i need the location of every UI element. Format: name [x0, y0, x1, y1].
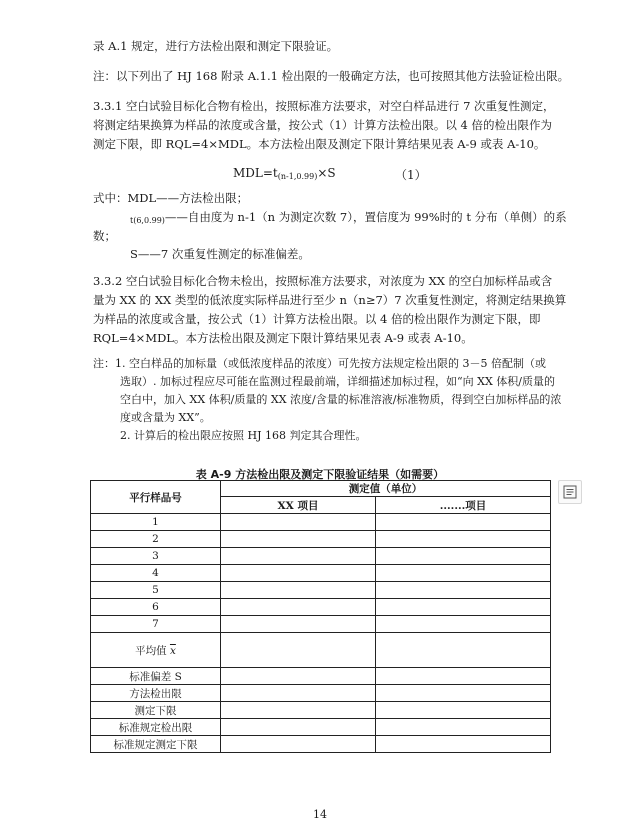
table-cell [221, 702, 376, 719]
row-label: 2 [91, 531, 221, 548]
note2-line: 注：1. 空白样品的加标量（或低浓度样品的浓度）可先按方法规定检出限的 3－5 倍配制（或 [93, 357, 546, 370]
section-3-3-2-line: 为样品的浓度或含量，按公式（1）计算方法检出限。以 4 倍的检出限作为测定下限，即 [93, 312, 541, 326]
table-cell [221, 616, 376, 633]
table-cell [221, 599, 376, 616]
formula-lhs: MDL=t [233, 166, 278, 180]
table-caption: 表 A-9 方法检出限及测定下限验证结果（如需要） [195, 468, 445, 481]
note2-line: 2. 计算后的检出限应按照 HJ 168 判定其合理性。 [120, 429, 367, 442]
formula-rhs: ×S [317, 166, 336, 180]
section-3-3-1-line: 将测定结果换算为样品的浓度或含量，按公式（1）计算方法检出限。以 4 倍的检出限作为 [93, 118, 552, 132]
where-mdl: 式中：MDL——方法检出限； [93, 191, 249, 205]
section-3-3-1-line: 测定下限，即 RQL=4×MDL。本方法检出限及测定下限计算结果见表 A-9 或表 A-10。 [93, 137, 546, 151]
row-label: 3 [91, 548, 221, 565]
header-other-item: .......项目 [376, 497, 551, 514]
row-label: 7 [91, 616, 221, 633]
table-cell [221, 719, 376, 736]
note2-line: 选取）. 加标过程应尽可能在监测过程最前端，详细描述加标过程，如“向 XX 体积/质量的 [120, 375, 555, 388]
table-cell [221, 736, 376, 753]
mean-symbol: $\overline{x}$ [169, 644, 176, 657]
results-table [90, 480, 551, 753]
section-3-3-2-line: 量为 XX 的 XX 类型的低浓度实际样品进行至少 n（n≥7）7 次重复性测定，将测定结果换算 [93, 293, 567, 307]
table-cell [376, 719, 551, 736]
table-cell [221, 668, 376, 685]
formula-mdl [233, 166, 336, 181]
table-cell [221, 514, 376, 531]
table-cell [376, 736, 551, 753]
table-cell [221, 685, 376, 702]
where-t-symbol: t(6,0.99) [130, 216, 165, 225]
table-cell [376, 685, 551, 702]
section-3-3-2-line: RQL=4×MDL。本方法检出限及测定下限计算结果见表 A-9 或表 A-10。 [93, 331, 473, 345]
table-cell [376, 702, 551, 719]
row-label: 6 [91, 599, 221, 616]
formula-subscript: (n-1,0.99) [277, 172, 318, 181]
row-label-std: 标准偏差 S [91, 668, 221, 685]
table-cell [221, 531, 376, 548]
where-s: S——7 次重复性测定的标准偏差。 [130, 247, 310, 261]
note2-line: 空白中，加入 XX 体积/质量的 XX 浓度/含量的标准溶液/标准物质，得到空白加标样品的浓 [120, 393, 562, 406]
header-sample-no: 平行样品号 [91, 481, 221, 514]
row-label: 4 [91, 565, 221, 582]
paragraph-line: 录 A.1 规定，进行方法检出限和测定下限验证。 [93, 39, 339, 53]
note-line: 注：以下列出了 HJ 168 附录 A.1.1 检出限的一般确定方法，也可按照其他方法验证检出限。 [93, 69, 570, 83]
header-xx-item: XX 项目 [221, 497, 376, 514]
table-cell [376, 514, 551, 531]
formula-number: （1） [395, 168, 427, 182]
table-cell [221, 633, 376, 668]
row-label-std-rql: 标准规定测定下限 [91, 736, 221, 753]
table-cell [376, 582, 551, 599]
where-t-cont: 数； [93, 229, 116, 243]
table-cell [221, 548, 376, 565]
table-cell [376, 616, 551, 633]
section-3-3-2-line: 3.3.2 空白试验目标化合物未检出，按照标准方法要求，对浓度为 XX 的空白加标样品或含 [93, 274, 553, 288]
row-label-mean [91, 633, 221, 668]
document-scan-icon[interactable] [558, 480, 582, 504]
where-t [130, 209, 567, 229]
row-label-rql: 测定下限 [91, 702, 221, 719]
table-cell [376, 668, 551, 685]
row-label: 5 [91, 582, 221, 599]
row-label-mdl: 方法检出限 [91, 685, 221, 702]
row-label: 1 [91, 514, 221, 531]
table-cell [376, 548, 551, 565]
table-cell [376, 565, 551, 582]
mean-label: 平均值 [135, 644, 167, 657]
row-label-std-mdl: 标准规定检出限 [91, 719, 221, 736]
table-cell [221, 582, 376, 599]
table-cell [221, 565, 376, 582]
table-cell [376, 599, 551, 616]
table-cell [376, 633, 551, 668]
where-t-text: ——自由度为 n-1（n 为测定次数 7），置信度为 99%时的 t 分布（单侧）的系 [164, 210, 567, 224]
header-measured-value: 测定值（单位） [221, 481, 551, 497]
section-3-3-1-line: 3.3.1 空白试验目标化合物有检出，按照标准方法要求，对空白样品进行 7 次重复性测定， [93, 99, 555, 113]
page-number: 14 [313, 808, 327, 821]
note2-line: 度或含量为 XX”。 [120, 411, 211, 424]
table-cell [376, 531, 551, 548]
